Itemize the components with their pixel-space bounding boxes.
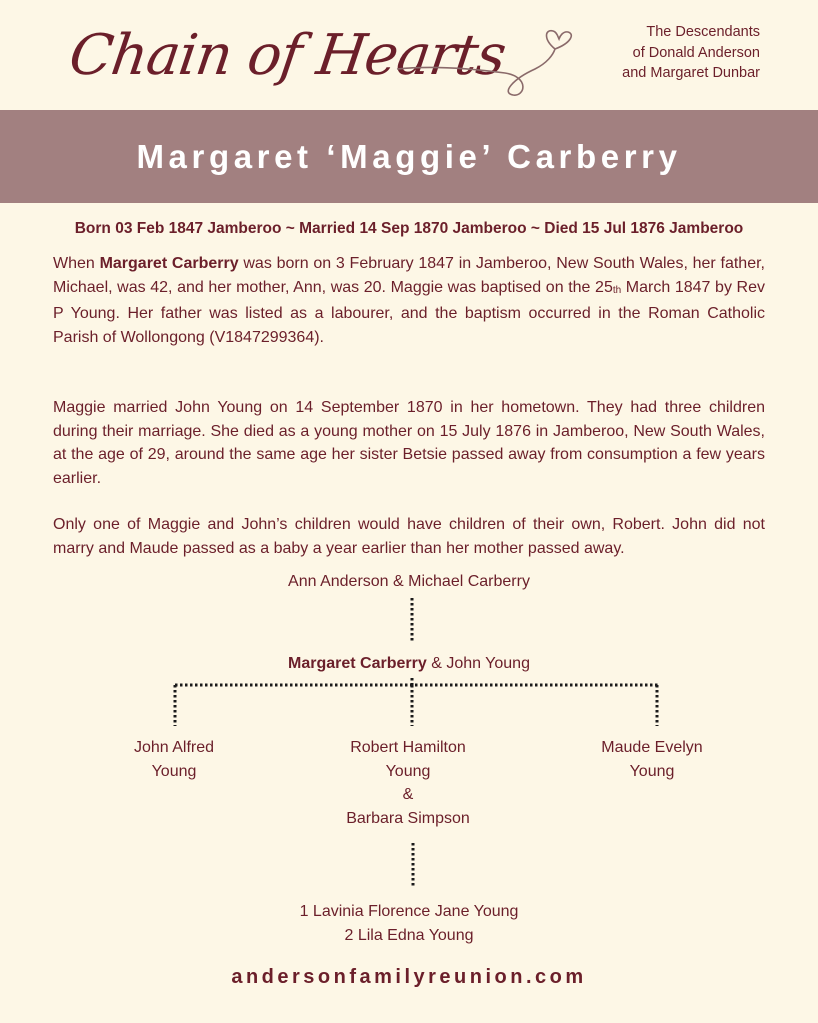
child-name-line: Barbara Simpson: [346, 809, 470, 827]
title-banner: [0, 110, 818, 203]
child-name-line: Young: [629, 762, 675, 780]
grandchild-name: 2 Lila Edna Young: [344, 926, 474, 944]
website-footer: andersonfamilyreunion.com: [231, 966, 587, 988]
tree-subject-name: Margaret Carberry: [288, 655, 427, 672]
tree-child-john: [94, 736, 254, 783]
p1-prefix: When: [53, 255, 100, 272]
biography-paragraph-2: Maggie married John Young on 14 September 1870 in her hometown. They had three children during their marriage. She died as a young mother on 15 July 1876 in Jamberoo, New South Wales, at the age of 29, around the same age her sister Betsie passed away from consumption a few years earlier.: [53, 399, 765, 487]
heart-swirl-icon: [395, 25, 580, 105]
child-name-line: Robert Hamilton: [350, 739, 466, 756]
page-title: Margaret ‘Maggie’ Carberry: [136, 138, 682, 175]
tree-subject-spouse: & John Young: [426, 655, 530, 672]
ordinal-suffix: th: [612, 284, 622, 296]
child-name-line: &: [402, 786, 414, 803]
tree-child-robert: [308, 736, 508, 830]
family-subtitle: [622, 22, 760, 84]
p1-part2: March 1847 by Rev P Young. Her father was listed as a labourer, and the baptism occurred in the Roman Catholic Parish of Wollongong (V1847299364).: [53, 278, 766, 346]
subject-name-bold: Margaret Carberry: [99, 255, 239, 272]
tree-subject: [209, 652, 609, 676]
logo-text: Chain of Hearts: [65, 23, 510, 88]
subtitle-line: of Donald Anderson: [632, 44, 760, 61]
vital-dates: Born 03 Feb 1847 Jamberoo ~ Married 14 Sep 1870 Jamberoo ~ Died 15 Jul 1876 Jamberoo: [74, 220, 744, 237]
subtitle-line: and Margaret Dunbar: [622, 65, 760, 81]
tree-grandchildren: [209, 900, 609, 947]
tree-parents: Ann Anderson & Michael Carberry: [288, 573, 530, 590]
grandchild-name: 1 Lavinia Florence Jane Young: [299, 903, 519, 920]
p1-part1: was born on 3 February 1847 in Jamberoo, New South Wales, her father, Michael, was 42, and her mother, Ann, was 20. Maggie was baptised on the 25: [53, 255, 765, 296]
child-name-line: Maude Evelyn: [601, 739, 703, 756]
biography-paragraph-3: Only one of Maggie and John’s children would have children of their own, Robert. John did not marry and Maude passed as a baby a year earlier than her mother passed away.: [53, 516, 765, 557]
child-name-line: Young: [151, 762, 197, 780]
chain-of-hearts-logo: [65, 8, 510, 103]
subtitle-line: The Descendants: [646, 24, 760, 40]
biography-paragraph-1: [53, 252, 765, 349]
tree-child-maude: [572, 736, 732, 783]
child-name-line: Young: [385, 762, 431, 780]
child-name-line: John Alfred: [133, 739, 215, 756]
